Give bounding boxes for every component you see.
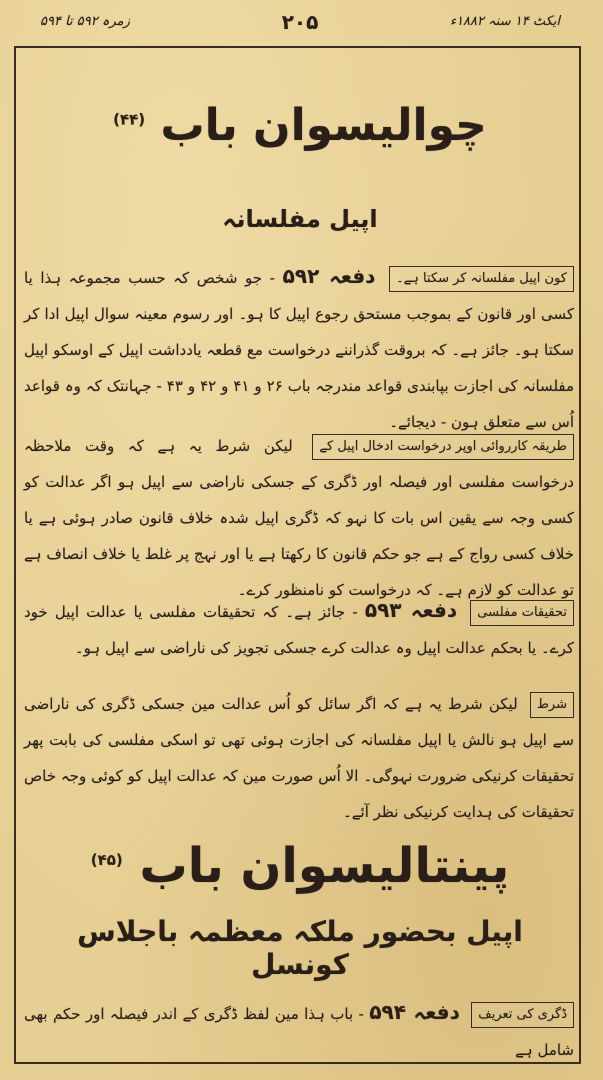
section-594-text: - باب ہذا مین لفظ ڈگری کے اندر فیصلہ اور حکم بھی شامل ہے bbox=[24, 1005, 574, 1059]
section-593-block bbox=[24, 592, 574, 666]
chapter-44-subtitle: اپیل مفلسانہ bbox=[222, 205, 378, 233]
section-592-block bbox=[24, 258, 574, 440]
section-592-side-label: کون اپیل مفلسانہ کر سکتا ہے۔ bbox=[389, 266, 574, 292]
page-number: ۲۰۵ bbox=[281, 10, 319, 34]
chapter-45-number: (۴۵) bbox=[90, 851, 123, 869]
section-594-side-label: ڈگری کی تعریف bbox=[471, 1002, 574, 1028]
section-593-text: - جائز ہے۔ کہ تحقیقات مفلسی یا عدالت اپیل خود کرے۔ یا بحکم عدالت اپیل وہ عدالت کرے جسکی تجویز کی ناراضی سے اپیل ہو۔ bbox=[24, 603, 574, 657]
chapter-44-title: چوالیسوان باب bbox=[160, 100, 487, 151]
chapter-45-heading bbox=[40, 838, 560, 894]
procedure-block bbox=[24, 428, 574, 608]
chapter-45-title: پینتالیسوان باب bbox=[139, 838, 510, 894]
proviso-block bbox=[24, 686, 574, 830]
section-593-heading: دفعہ ۵۹۳ bbox=[364, 598, 458, 622]
chapter-45-subtitle: اپیل بحضور ملکہ معظمہ باجلاس کونسل bbox=[77, 915, 523, 981]
chapter-44-heading bbox=[40, 100, 560, 151]
section-593-side-label: تحقیقات مفلسی bbox=[470, 600, 574, 626]
proviso-text: لیکن شرط یہ ہے کہ اگر سائل کو اُس عدالت مین جسکی ڈگری کی ناراضی سے اپیل ہو نالش یا اپیل مفلسانہ کی اجازت ہوئی تھی تو اسکی مفلسی کی بابت پھر تحقیقات کرنیکی ضرورت نہوگی۔ الا اُس صورت مین کہ عدالت اپیل کو کوئی وجہ خاص تحقیقات کی ہدایت کرنیکی نظر آئے۔ bbox=[24, 695, 574, 821]
header-act-reference: ایکٹ ۱۴ سنہ ۱۸۸۲ء bbox=[449, 14, 560, 29]
section-594-heading: دفعہ ۵۹۴ bbox=[369, 1000, 460, 1024]
proviso-side-label: شرط bbox=[530, 692, 574, 718]
chapter-44-number: (۴۴) bbox=[113, 110, 146, 129]
header-section-range: زمرہ ۵۹۲ تا ۵۹۴ bbox=[40, 14, 130, 29]
page-header bbox=[20, 10, 580, 40]
section-592-heading: دفعہ ۵۹۲ bbox=[282, 264, 376, 288]
procedure-side-label: طریقہ کارروائی اوپر درخواست ادخال اپیل کے bbox=[312, 434, 574, 460]
procedure-text: لیکن شرط یہ ہے کہ وقت ملاحظہ درخواست مفلسی اور فیصلہ اور ڈگری کے جسکی ناراضی سے اپیل ہو اگر عدالت کو کسی وجہ سے یقین اس بات کا نہو کہ ڈگری اپیل شدہ خلاف قانون صادر ہوئی ہے یا خلاف کسی رواج کے ہے جو حکم قانون کا رکھتا ہے یا اور نہج پر غلط یا خلاف انصاف ہے تو عدالت کو لازم ہے۔ کہ درخواست کو نامنظور کرے۔ bbox=[24, 437, 574, 599]
section-594-block bbox=[24, 994, 574, 1068]
section-592-text: - جو شخص کہ حسب مجموعہ ہذا یا کسی اور قانون کے بموجب مستحق رجوع اپیل کا ہو۔ اور رسوم معینہ سوال اپیل ادا کر سکتا ہو۔ جائز ہے۔ کہ بروقت گذراننے درخواست مع قطعہ یادداشت اپیل کے اوسکو اپیل مفلسانہ کی اجازت بپابندی قواعد مندرجہ باب ۲۶ و ۴۱ و ۴۲ و ۴۳ - جہانتک کہ وہ قواعد اُس سے متعلق ہون - دیجائے۔ bbox=[24, 269, 575, 431]
